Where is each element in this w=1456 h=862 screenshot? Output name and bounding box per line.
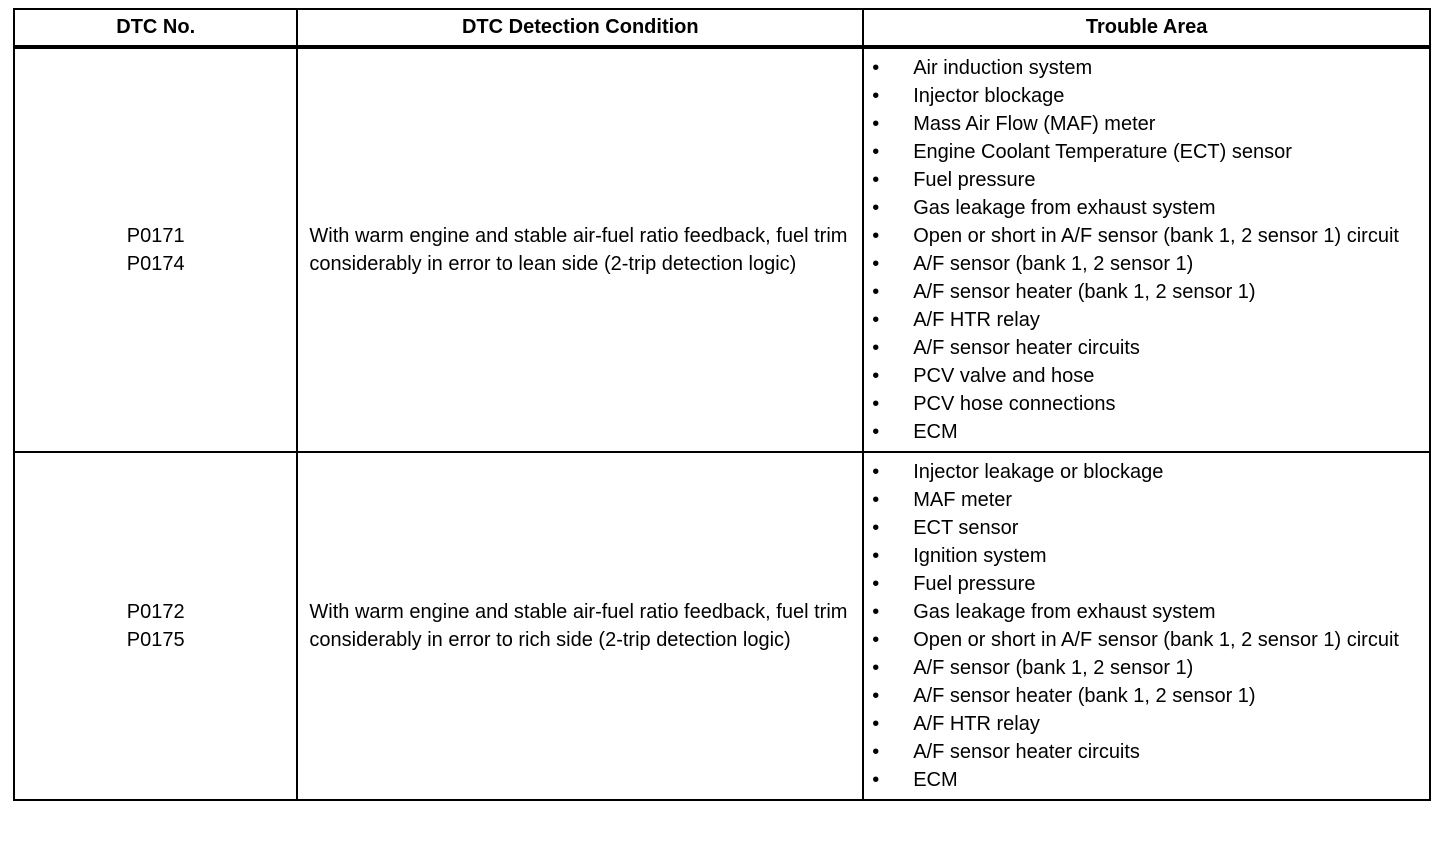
bullet-icon: • (872, 601, 880, 623)
trouble-area-text: Open or short in A/F sensor (bank 1, 2 sensor 1) circuit (913, 225, 1399, 247)
trouble-area-text: Fuel pressure (913, 169, 1036, 191)
bullet-icon: • (872, 253, 880, 275)
list-item (864, 514, 1429, 542)
list-item (864, 682, 1429, 710)
trouble-area-text: Gas leakage from exhaust system (913, 197, 1216, 219)
bullet-icon: • (872, 573, 880, 595)
bullet-icon: • (872, 489, 880, 511)
trouble-area-list (864, 458, 1429, 794)
list-item (864, 458, 1429, 486)
list-item (864, 626, 1429, 654)
trouble-area-text: Ignition system (913, 545, 1047, 567)
list-item (864, 54, 1429, 82)
trouble-area-text: A/F sensor heater (bank 1, 2 sensor 1) (913, 281, 1256, 303)
list-item (864, 418, 1429, 446)
trouble-area-text: A/F sensor (bank 1, 2 sensor 1) (913, 253, 1194, 275)
list-item (864, 542, 1429, 570)
header-detection-condition: DTC Detection Condition (297, 9, 863, 47)
trouble-area-text: Open or short in A/F sensor (bank 1, 2 sensor 1) circuit (913, 629, 1399, 651)
bullet-icon: • (872, 517, 880, 539)
trouble-area-text: Injector leakage or blockage (913, 461, 1164, 483)
trouble-area-text: A/F sensor (bank 1, 2 sensor 1) (913, 657, 1194, 679)
list-item (864, 278, 1429, 306)
list-item (864, 166, 1429, 194)
trouble-area-text: Fuel pressure (913, 573, 1036, 595)
detection-condition-cell: With warm engine and stable air-fuel ratio feedback, fuel trim considerably in error to lean side (2-trip detection logic) (297, 47, 863, 452)
bullet-icon: • (872, 769, 880, 791)
dtc-codes-cell (14, 47, 297, 452)
trouble-area-text: Engine Coolant Temperature (ECT) sensor (913, 141, 1292, 163)
bullet-icon: • (872, 169, 880, 191)
bullet-icon: • (872, 57, 880, 79)
dtc-code: P0175 (126, 629, 185, 651)
list-item (864, 598, 1429, 626)
bullet-icon: • (872, 545, 880, 567)
trouble-area-text: A/F HTR relay (913, 713, 1040, 735)
list-item (864, 570, 1429, 598)
bullet-icon: • (872, 281, 880, 303)
bullet-icon: • (872, 657, 880, 679)
list-item (864, 194, 1429, 222)
trouble-area-cell (863, 452, 1430, 800)
table-row (14, 47, 1430, 452)
trouble-area-text: A/F sensor heater circuits (913, 741, 1140, 763)
table-body (14, 47, 1430, 800)
list-item (864, 138, 1429, 166)
list-item (864, 710, 1429, 738)
bullet-icon: • (872, 393, 880, 415)
list-item (864, 390, 1429, 418)
list-item (864, 306, 1429, 334)
dtc-codes-cell (14, 452, 297, 800)
bullet-icon: • (872, 421, 880, 443)
trouble-area-text: PCV valve and hose (913, 365, 1095, 387)
list-item (864, 654, 1429, 682)
bullet-icon: • (872, 461, 880, 483)
bullet-icon: • (872, 365, 880, 387)
list-item (864, 110, 1429, 138)
header-trouble-area: Trouble Area (863, 9, 1430, 47)
table-row (14, 452, 1430, 800)
bullet-icon: • (872, 113, 880, 135)
dtc-code: P0174 (126, 253, 185, 275)
bullet-icon: • (872, 141, 880, 163)
trouble-area-text: ECM (913, 769, 958, 791)
trouble-area-text: Gas leakage from exhaust system (913, 601, 1216, 623)
trouble-area-text: A/F sensor heater circuits (913, 337, 1140, 359)
bullet-icon: • (872, 685, 880, 707)
trouble-area-list (864, 54, 1429, 446)
list-item (864, 250, 1429, 278)
bullet-icon: • (872, 713, 880, 735)
list-item (864, 82, 1429, 110)
trouble-area-text: PCV hose connections (913, 393, 1116, 415)
header-dtc-no: DTC No. (14, 9, 297, 47)
bullet-icon: • (872, 85, 880, 107)
bullet-icon: • (872, 741, 880, 763)
header-row (14, 9, 1430, 47)
list-item (864, 766, 1429, 794)
trouble-area-text: A/F HTR relay (913, 309, 1040, 331)
bullet-icon: • (872, 197, 880, 219)
dtc-table (13, 8, 1431, 801)
trouble-area-text: Injector blockage (913, 85, 1065, 107)
table-header (14, 9, 1430, 47)
list-item (864, 738, 1429, 766)
bullet-icon: • (872, 309, 880, 331)
bullet-icon: • (872, 629, 880, 651)
trouble-area-text: ECT sensor (913, 517, 1019, 539)
dtc-code: P0172 (126, 601, 185, 623)
trouble-area-text: A/F sensor heater (bank 1, 2 sensor 1) (913, 685, 1256, 707)
dtc-code: P0171 (126, 225, 185, 247)
trouble-area-text: Mass Air Flow (MAF) meter (913, 113, 1156, 135)
list-item (864, 362, 1429, 390)
trouble-area-text: MAF meter (913, 489, 1013, 511)
trouble-area-text: ECM (913, 421, 958, 443)
trouble-area-cell (863, 47, 1430, 452)
detection-condition-cell: With warm engine and stable air-fuel ratio feedback, fuel trim considerably in error to rich side (2-trip detection logic) (297, 452, 863, 800)
bullet-icon: • (872, 337, 880, 359)
bullet-icon: • (872, 225, 880, 247)
list-item (864, 334, 1429, 362)
list-item (864, 486, 1429, 514)
trouble-area-text: Air induction system (913, 57, 1093, 79)
list-item (864, 222, 1429, 250)
